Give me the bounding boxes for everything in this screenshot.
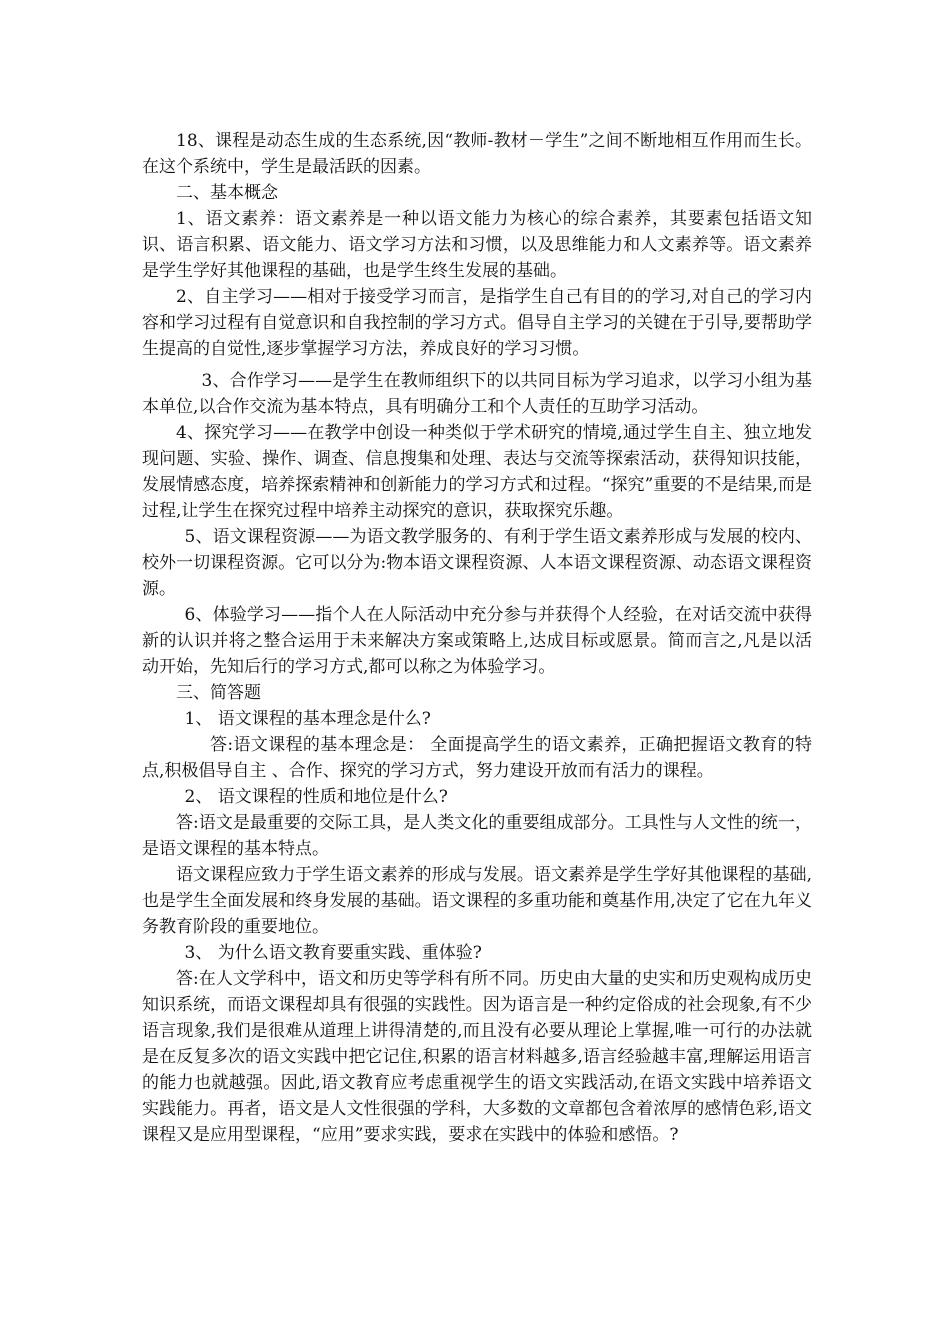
concept-inquiry-learning: 4、探究学习——在教学中创设一种类似于学术研究的情境,通过学生自主、独立地发现问题、实验、操作、调查、信息搜集和处理、表达与交流等探索活动，获得知识技能，发展情感态度，培养探索精神和创新能力的学习方式和过程。“探究”重要的不是结果,而是过程,让学生在探究过程中培养主动探究的意识，获取探究乐趣。 bbox=[142, 423, 812, 521]
section-heading-short-answer: 三、简答题 bbox=[176, 683, 261, 703]
concept-autonomous-learning: 2、自主学习——相对于接受学习而言，是指学生自己有目的的学习,对自己的学习内容和学习过程有自觉意识和自我控制的学习方式。倡导自主学习的关键在于引导,要帮助学生提高的自觉性,逐步掌握学习方法，养成良好的学习习惯。 bbox=[142, 287, 812, 359]
answer-2: 答:语文是最重要的交际工具，是人类文化的重要组成部分。工具性与人文性的统一，是语文课程的基本特点。 bbox=[142, 813, 812, 859]
section-heading-basic-concepts: 二、基本概念 bbox=[176, 183, 278, 203]
question-1: 1、 语文课程的基本理念是什么? bbox=[184, 709, 431, 729]
concept-cooperative-learning: 3、合作学习——是学生在教师组织下的以共同目标为学习追求，以学习小组为基本单位,以合作交流为基本特点，具有明确分工和个人责任的互助学习活动。 bbox=[142, 371, 812, 417]
paragraph-18: 18、课程是动态生成的生态系统,因“教师-教材－学生”之间不断地相互作用而生长。在这个系统中，学生是最活跃的因素。 bbox=[142, 131, 812, 177]
answer-1: 答:语文课程的基本理念是： 全面提高学生的语文素养，正确把握语文教育的特点,积极倡导自主 、合作、探究的学习方式，努力建设开放而有活力的课程。 bbox=[142, 735, 812, 781]
document-body bbox=[142, 128, 812, 1148]
question-3: 3、 为什么语文教育要重实践、重体验? bbox=[184, 943, 482, 963]
question-2: 2、 语文课程的性质和地位是什么? bbox=[184, 787, 448, 807]
answer-3: 答:在人文学科中，语文和历史等学科有所不同。历史由大量的史实和历史观构成历史知识系统，而语文课程却具有很强的实践性。因为语言是一种约定俗成的社会现象,有不少语言现象,我们是很难从道理上讲得清楚的,而且没有必要从理论上掌握,唯一可行的办法就是在反复多次的语文实践中把它记住,积累的语言材料越多,语言经验越丰富,理解运用语言的能力也就越强。因此,语文教育应考虑重视学生的语文实践活动,在语文实践中培养语文实践能力。再者，语文是人文性很强的学科，大多数的文章都包含着浓厚的感情色彩,语文课程又是应用型课程，“应用”要求实践，要求在实践中的体验和感悟。? bbox=[142, 969, 812, 1145]
concept-literacy: 1、语文素养：语文素养是一种以语文能力为核心的综合素养，其要素包括语文知识、语言积累、语文能力、语文学习方法和习惯，以及思维能力和人文素养等。语文素养是学生学好其他课程的基础，也是学生终生发展的基础。 bbox=[142, 209, 812, 281]
concept-curriculum-resources: 5、语文课程资源——为语文教学服务的、有利于学生语文素养形成与发展的校内、校外一切课程资源。它可以分为:物本语文课程资源、人本语文课程资源、动态语文课程资源。 bbox=[142, 527, 812, 599]
answer-2-continued: 语文课程应致力于学生语文素养的形成与发展。语文素养是学生学好其他课程的基础,也是学生全面发展和终身发展的基础。语文课程的多重功能和奠基作用,决定了它在九年义务教育阶段的重要地位。 bbox=[142, 865, 812, 937]
concept-experiential-learning: 6、体验学习——指个人在人际活动中充分参与并获得个人经验，在对话交流中获得新的认识并将之整合运用于未来解决方案或策略上,达成目标或愿景。简而言之,凡是以活动开始，先知后行的学习方式,都可以称之为体验学习。 bbox=[142, 605, 812, 677]
